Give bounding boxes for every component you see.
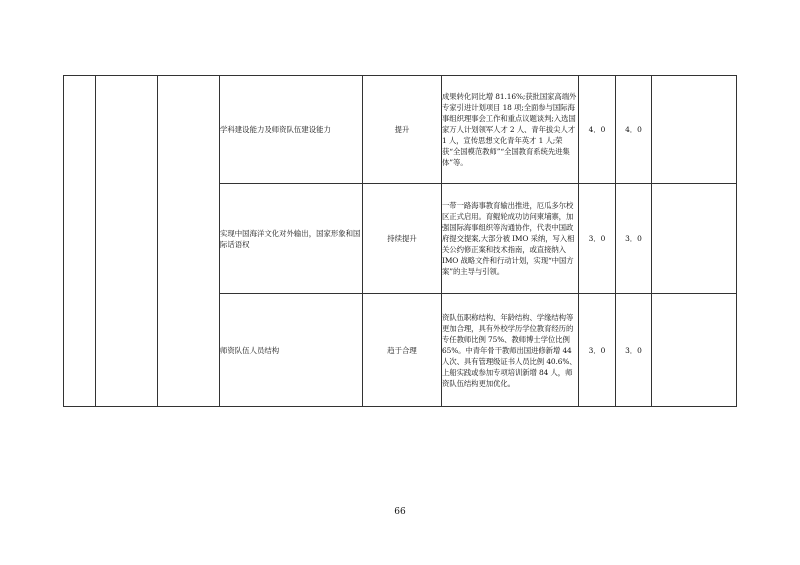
weight-score-cell: 4．0	[579, 76, 616, 184]
detail-cell: 成果转化同比增 81.16%;获批国家高端外专家引进计划项目 18 项;全面参与国际海事组织理事会工作和重点议题谈判;入选国家万人计划领军人才 2 人、青年拔尖人才 1 人，宣传思想文化青年英才 1 人;荣获“全国模范教师”“全国教育系统先进集体”等。	[442, 76, 579, 184]
indicator-cell: 实现中国海洋文化对外输出，国家形象和国际话语权	[220, 184, 363, 294]
note-cell	[652, 76, 737, 184]
detail-cell: 一带一路海事教育输出推进，厄瓜多尔校区正式启用。育鲲轮成功访问柬埔寨，加强国际海事组织等沟通协作，代表中国政府提交提案,大部分被 IMO 采纳，写入相关公约修正案和技术指南，或直接纳入 IMO 战略文件和行动计划，实现“中国方案”的主导与引领。	[442, 184, 579, 294]
detail-cell: 资队伍职称结构、年龄结构、学缘结构等更加合理，具有外校学历学位教育经历的专任教师比例 75%、教师博士学位比例 65%。中青年骨干教师出国进修新增 44 人次、具有管理级证书人员比例 40.6%、上船实践或参加专项培训新增 84 人，师资队伍结构更加优化。	[442, 294, 579, 407]
weight-score-cell: 3．0	[579, 294, 616, 407]
page-number: 66	[394, 507, 406, 517]
actual-score-cell: 3．0	[616, 184, 652, 294]
note-cell	[652, 294, 737, 407]
performance-table	[63, 75, 737, 407]
category-cell	[64, 76, 96, 407]
indicator-cell: 师资队伍人员结构	[220, 294, 363, 407]
weight-score-cell: 3．0	[579, 184, 616, 294]
target-cell: 提升	[363, 76, 442, 184]
indicator-cell: 学科建设能力及师资队伍建设能力	[220, 76, 363, 184]
target-cell: 持续提升	[363, 184, 442, 294]
note-cell	[652, 184, 737, 294]
table-row	[64, 76, 737, 184]
subcategory-cell	[96, 76, 158, 407]
actual-score-cell: 3．0	[616, 294, 652, 407]
target-cell: 趋于合理	[363, 294, 442, 407]
item-cell	[158, 76, 220, 407]
actual-score-cell: 4．0	[616, 76, 652, 184]
